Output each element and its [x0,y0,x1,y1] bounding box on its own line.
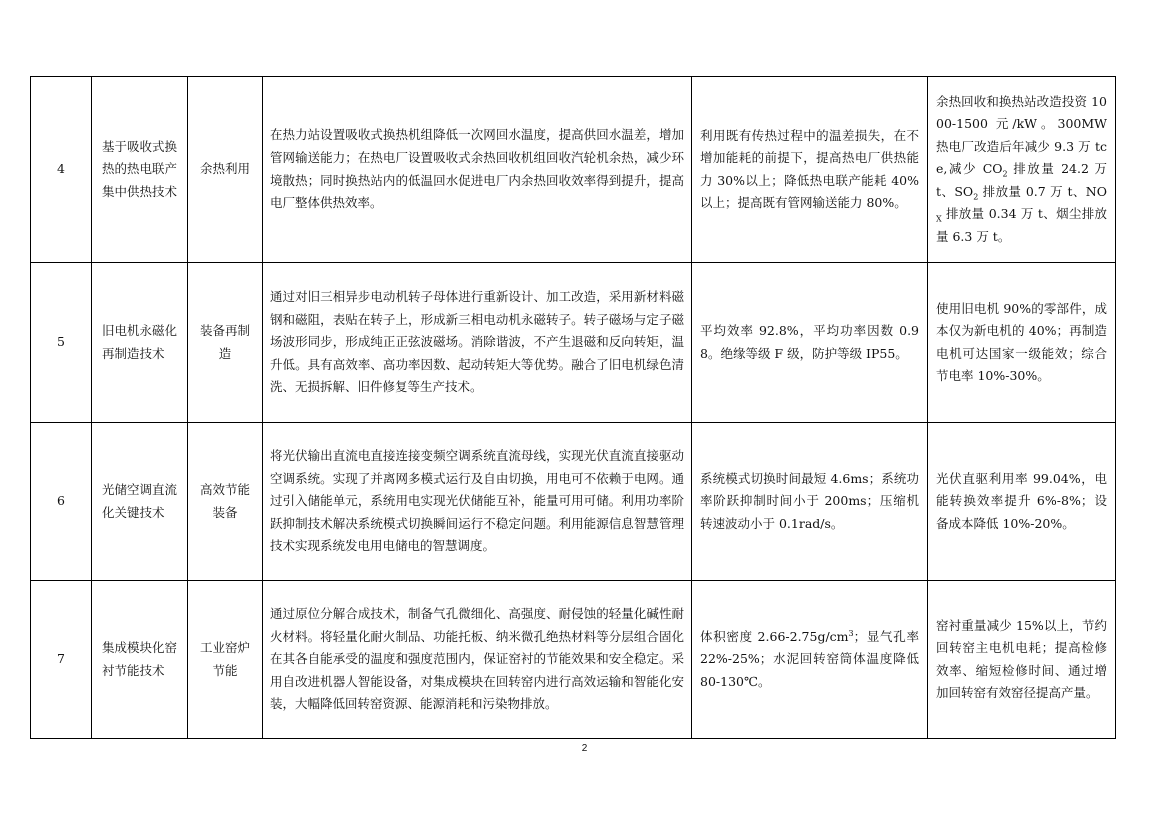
technology-table [30,76,1116,739]
technology-name: 集成模块化窑衬节能技术 [92,581,188,739]
technology-category: 余热利用 [188,77,263,263]
energy-saving-effect: 光伏直驱利用率 99.04%，电能转换效率提升 6%-8%；设备成本降低 10%-20%。 [928,423,1116,581]
page-number: 2 [581,743,588,754]
technology-category: 工业窑炉节能 [188,581,263,739]
technology-name: 基于吸收式换热的热电联产集中供热技术 [92,77,188,263]
subscript: 2 [1002,169,1008,179]
effect-text: 余热回收和换热站改造投资 1000-1500 元/kW。300MW 热电厂改造后年减少 9.3 万 tce,减少 CO [936,93,1107,177]
technology-description: 将光伏输出直流电直接连接变频空调系统直流母线，实现光伏直流直接驱动空调系统。实现了并离网多模式运行及自由切换，用电可不依赖于电网。通过引入储能单元，系统用电实现光伏储能互补，能量可用可储。利用功率阶跃抑制技术解决系统模式切换瞬间运行不稳定问题。利用能源信息智慧管理技术实现系统发电用电储电的智慧调度。 [263,423,692,581]
performance-text: ；显气孔率 22%-25%；水泥回转窑筒体温度降低 80-130℃。 [700,628,919,689]
performance-indicators [692,581,928,739]
row-number: 5 [31,263,92,423]
subscript: X [936,214,942,224]
technology-category: 装备再制造 [188,263,263,423]
table-row [31,263,1116,423]
table-row [31,581,1116,739]
energy-saving-effect: 窑衬重量减少 15%以上，节约回转窑主电机电耗；提高检修效率、缩短检修时间、通过增加回转窑有效窑径提高产量。 [928,581,1116,739]
technology-category: 高效节能装备 [188,423,263,581]
row-number: 6 [31,423,92,581]
energy-saving-effect: 使用旧电机 90%的零部件，成本仅为新电机的 40%；再制造电机可达国家一级能效；综合节电率 10%-30%。 [928,263,1116,423]
energy-saving-effect [928,77,1116,263]
performance-indicators: 利用既有传热过程中的温差损失，在不增加能耗的前提下，提高热电厂供热能力 30%以上；降低热电联产能耗 40%以上；提高既有管网输送能力 80%。 [692,77,928,263]
technology-name: 旧电机永磁化再制造技术 [92,263,188,423]
performance-text: 体积密度 2.66-2.75g/cm [700,628,849,644]
row-number: 7 [31,581,92,739]
effect-text: 排放量 0.34 万 t、烟尘排放量 6.3 万 t。 [936,206,1107,244]
technology-description: 通过原位分解合成技术，制备气孔微细化、高强度、耐侵蚀的轻量化碱性耐火材料。将轻量化耐火制品、功能托板、纳米微孔绝热材料等分层组合固化在其各自能承受的温度和强度范围内，保证窑衬的节能效果和安全稳定。采用自改进机器人智能设备，对集成模块在回转窑内进行高效运输和智能化安装，大幅降低回转窑资源、能源消耗和污染物排放。 [263,581,692,739]
technology-description: 在热力站设置吸收式换热机组降低一次网回水温度，提高供回水温差，增加管网输送能力；在热电厂设置吸收式余热回收机组回收汽轮机余热，减少环境散热；同时换热站内的低温回水促进电厂内余热回收效率得到提升，提高电厂整体供热效率。 [263,77,692,263]
performance-indicators: 系统模式切换时间最短 4.6ms；系统功率阶跃抑制时间小于 200ms；压缩机转速波动小于 0.1rad/s。 [692,423,928,581]
effect-text: 排放量 24.2 万 t、SO [936,161,1107,199]
effect-text: 排放量 0.7 万 t、NO [978,183,1107,199]
technology-description: 通过对旧三相异步电动机转子母体进行重新设计、加工改造，采用新材料磁钢和磁阻，表贴在转子上，形成新三相电动机永磁转子。转子磁场与定子磁场波形同步，形成纯正正弦波磁场。消除谐波，不产生退磁和反向转矩，温升低。具有高效率、高功率因数、起动转矩大等优势。融合了旧电机绿色清洗、无损拆解、旧件修复等生产技术。 [263,263,692,423]
technology-name: 光储空调直流化关键技术 [92,423,188,581]
row-number: 4 [31,77,92,263]
table-row [31,423,1116,581]
subscript: 2 [973,192,979,202]
superscript: 3 [848,628,854,638]
table-row [31,77,1116,263]
performance-indicators: 平均效率 92.8%，平均功率因数 0.98。绝缘等级 F 级，防护等级 IP55。 [692,263,928,423]
